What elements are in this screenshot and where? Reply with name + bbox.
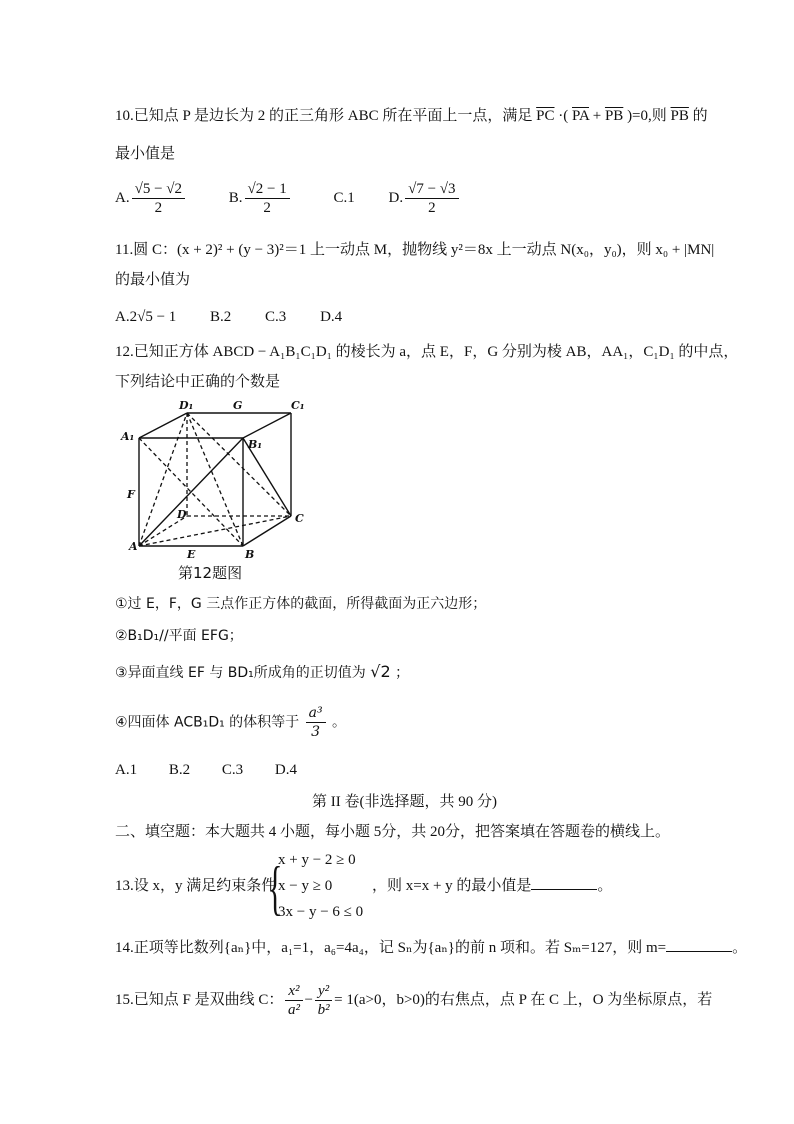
numerator: x² [285, 982, 302, 1001]
q15-text: 15.已知点 F 是双曲线 C： [115, 991, 284, 1008]
q12-line2: 下列结论中正确的个数是 [115, 374, 281, 390]
q11-option-a: A.2√5 − 1 [115, 309, 177, 325]
section2-heading: 二、填空题：本大题共 4 小题，每小题 5分，共 20分，把答案填在答题卷的横线上。 [115, 824, 671, 840]
q10-vec-pc: $\overline{PC}$ [536, 108, 555, 124]
numerator: a³ [306, 704, 326, 723]
q10-line2: 最小值是 [115, 146, 176, 162]
q14-line [115, 938, 747, 958]
denominator: 2 [154, 200, 163, 216]
statement-end: ； [395, 665, 410, 681]
q13-post [372, 876, 612, 896]
q10-post: 的 [692, 108, 708, 124]
answer-blank[interactable] [531, 889, 597, 890]
label-d1: D₁ [179, 399, 194, 412]
q12-option-c: C.3 [221, 762, 244, 778]
q10-close: )=0,则 [627, 108, 667, 124]
q10-vec-pb: $\overline{PB}$ [604, 108, 624, 124]
q14-text: 14.正项等比数列{aₙ}中，a₁=1，a₆=4a₄，记 Sₙ为{aₙ}的前 n 项和。若 Sₘ=127，则 m= [115, 940, 667, 956]
denominator: 2 [263, 200, 271, 216]
option-label: D. [388, 189, 404, 206]
statement-text: ④四面体 ACB₁D₁ 的体积等于 [115, 714, 300, 731]
q10-text: 10.已知点 P 是边长为 2 的正三角形 ABC 所在平面上一点，满足 [115, 108, 533, 124]
constraint-3: 3x − y − 6 ≤ 0 [278, 904, 364, 920]
q10-dot: ·( [558, 108, 569, 124]
q10-option-d [389, 180, 461, 217]
label-b: B [245, 548, 255, 561]
q11-option-b: B.2 [210, 309, 232, 325]
q14-end: 。 [732, 940, 748, 956]
option-label: A. [115, 189, 130, 206]
q13-end: 。 [597, 878, 613, 894]
label-a: A [129, 540, 138, 553]
label-a1: A₁ [121, 430, 135, 443]
q10-vec-pa: $\overline{PA}$ [572, 108, 589, 124]
q12-option-a: A.1 [115, 762, 138, 778]
answer-blank[interactable] [666, 951, 732, 952]
label-e: E [187, 548, 196, 561]
q10-option-b [229, 180, 292, 217]
constraint-1: x + y − 2 ≥ 0 [278, 852, 356, 868]
fraction [245, 180, 290, 217]
q11-line2: 的最小值为 [115, 272, 191, 288]
minus-sign: − [304, 991, 313, 1008]
fraction [132, 180, 185, 217]
q10-plus: + [592, 108, 602, 124]
q12-statement-3 [115, 662, 409, 683]
numerator: √5 − √2 [132, 180, 185, 199]
q12-options [115, 760, 297, 780]
denominator: b² [317, 1002, 330, 1018]
q15-line [115, 982, 712, 1019]
q12-statement-2: ②B₁D₁//平面 EFG； [115, 628, 243, 644]
cube-figure [115, 398, 320, 583]
q15-post: = 1(a>0，b>0)的右焦点，点 P 在 C 上，O 为坐标原点，若 [334, 991, 713, 1008]
label-c: C [295, 512, 304, 525]
statement-text: ③异面直线 EF 与 BD₁所成角的正切值为 [115, 665, 366, 681]
denominator: 2 [428, 200, 436, 216]
fraction [285, 982, 302, 1019]
q10-option-c: C.1 [333, 189, 355, 206]
label-b1: B₁ [248, 438, 263, 451]
constraint-2: x − y ≥ 0 [278, 878, 333, 894]
fraction [405, 180, 458, 217]
label-f: F [127, 488, 135, 501]
q10-option-a [115, 180, 187, 217]
q10-line1 [115, 106, 708, 126]
option-label: B. [228, 189, 243, 206]
numerator: √7 − √3 [405, 180, 458, 199]
label-c1: C₁ [291, 399, 305, 412]
figure-caption: 第12题图 [178, 564, 243, 582]
denominator: 3 [311, 724, 321, 740]
numerator: y² [315, 982, 332, 1001]
q10-vec-pb2: $\overline{PB}$ [670, 108, 689, 124]
part2-title: 第 II 卷(非选择题，共 90 分) [312, 794, 497, 810]
q11-options [115, 307, 342, 327]
fraction [315, 982, 332, 1019]
numerator: √2 − 1 [245, 180, 290, 199]
q10-options [115, 180, 461, 217]
q12-line1: 12.已知正方体 ABCD − A₁B₁C₁D₁ 的棱长为 a，点 E，F，G 分别为棱 AB，AA₁，C₁D₁ 的中点， [115, 344, 739, 360]
q12-statement-1: ①过 E，F，G 三点作正方体的截面，所得截面为正六边形； [115, 596, 487, 612]
left-brace: { [268, 855, 283, 921]
statement-end: 。 [332, 714, 347, 731]
label-g: G [233, 399, 243, 412]
q12-option-b: B.2 [168, 762, 191, 778]
q11-option-c: C.3 [265, 309, 287, 325]
q12-statement-4 [115, 704, 346, 741]
q13-text: ，则 x=x + y 的最小值是 [372, 878, 532, 894]
q11-option-d: D.4 [320, 309, 343, 325]
fraction [306, 704, 326, 741]
q12-option-d: D.4 [274, 762, 297, 778]
q11-line1: 11.圆 C：(x + 2)² + (y − 3)²＝1 上一动点 M，抛物线 y²＝8x 上一动点 N(x₀，y₀)，则 x₀ + |MN| [115, 242, 715, 258]
q13-pre: 13.设 x，y 满足约束条件 [115, 878, 277, 894]
denominator: a² [287, 1002, 300, 1018]
label-d: D [177, 508, 187, 521]
sqrt-value: √2 [370, 662, 391, 681]
